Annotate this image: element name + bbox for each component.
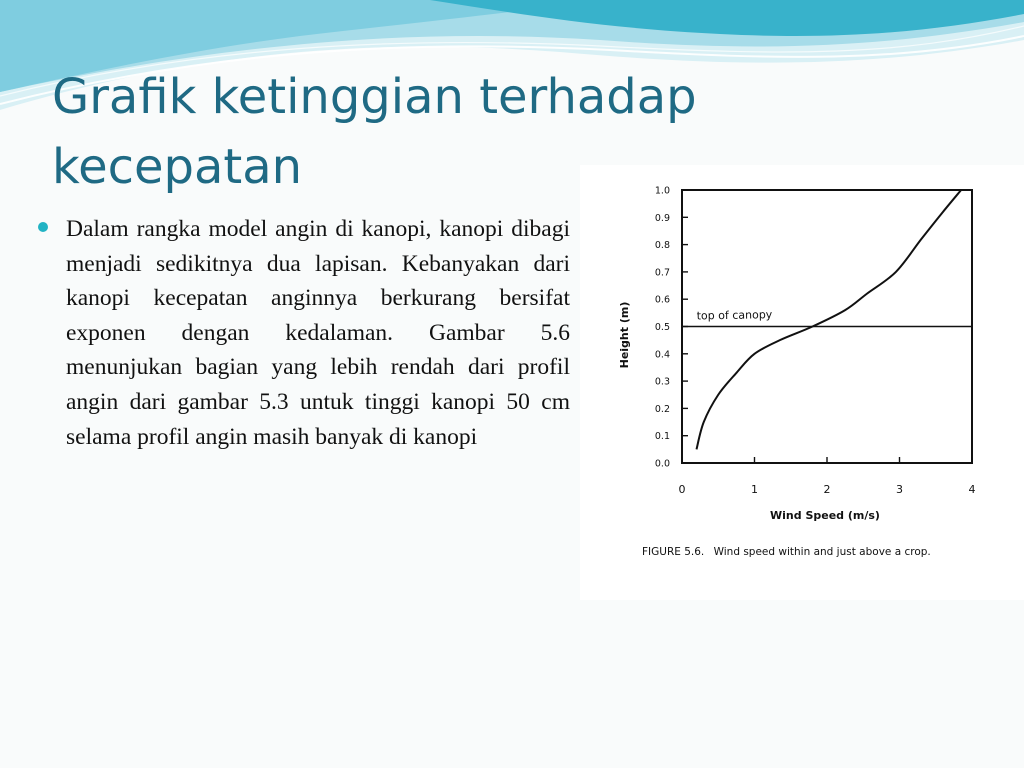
x-tick-label: 0 bbox=[678, 483, 686, 496]
figure-image bbox=[580, 165, 1024, 600]
y-axis-label: Height (m) bbox=[618, 301, 631, 369]
y-tick-label: 0.8 bbox=[654, 240, 670, 252]
x-tick-label: 2 bbox=[823, 483, 831, 496]
y-tick-label: 0.1 bbox=[654, 431, 670, 443]
x-tick-label: 1 bbox=[751, 483, 758, 496]
y-tick-label: 0.0 bbox=[654, 458, 670, 470]
figure-caption-text: Wind speed within and just above a crop. bbox=[713, 546, 931, 558]
figure-caption-prefix: FIGURE 5.6. bbox=[642, 546, 705, 558]
x-axis-label: Wind Speed (m/s) bbox=[770, 509, 880, 522]
y-tick-label: 0.2 bbox=[654, 403, 670, 415]
y-tick-label: 0.9 bbox=[654, 212, 670, 224]
y-tick-label: 1.0 bbox=[654, 185, 670, 197]
y-tick-label: 0.5 bbox=[654, 322, 670, 333]
slide-title: Grafik ketinggian terhadap kecepatan bbox=[52, 69, 697, 195]
wind-profile-chart bbox=[580, 165, 1024, 600]
x-tick-label: 4 bbox=[968, 483, 976, 496]
y-tick-label: 0.3 bbox=[654, 376, 670, 388]
bullet-dot-icon bbox=[38, 222, 48, 232]
bullet-list bbox=[36, 212, 570, 454]
canopy-annotation: top of canopy bbox=[696, 308, 773, 323]
y-tick-label: 0.7 bbox=[654, 267, 670, 279]
y-tick-label: 0.4 bbox=[654, 349, 670, 361]
y-tick-label: 0.6 bbox=[654, 294, 670, 306]
figure-caption bbox=[642, 546, 931, 558]
bullet-text: Dalam rangka model angin di kanopi, kanopi dibagi menjadi sedikitnya dua lapisan. Kebanyakan dari kanopi kecepatan anginnya berkurang bersifat exponen dengan kedalaman. Gambar 5.6 menunjukan bagian yang lebih rendah dari profil angin dari gambar 5.3 untuk tinggi kanopi 50 cm selama profil angin masih banyak di kanopi bbox=[66, 216, 570, 450]
x-tick-label: 3 bbox=[896, 483, 903, 496]
